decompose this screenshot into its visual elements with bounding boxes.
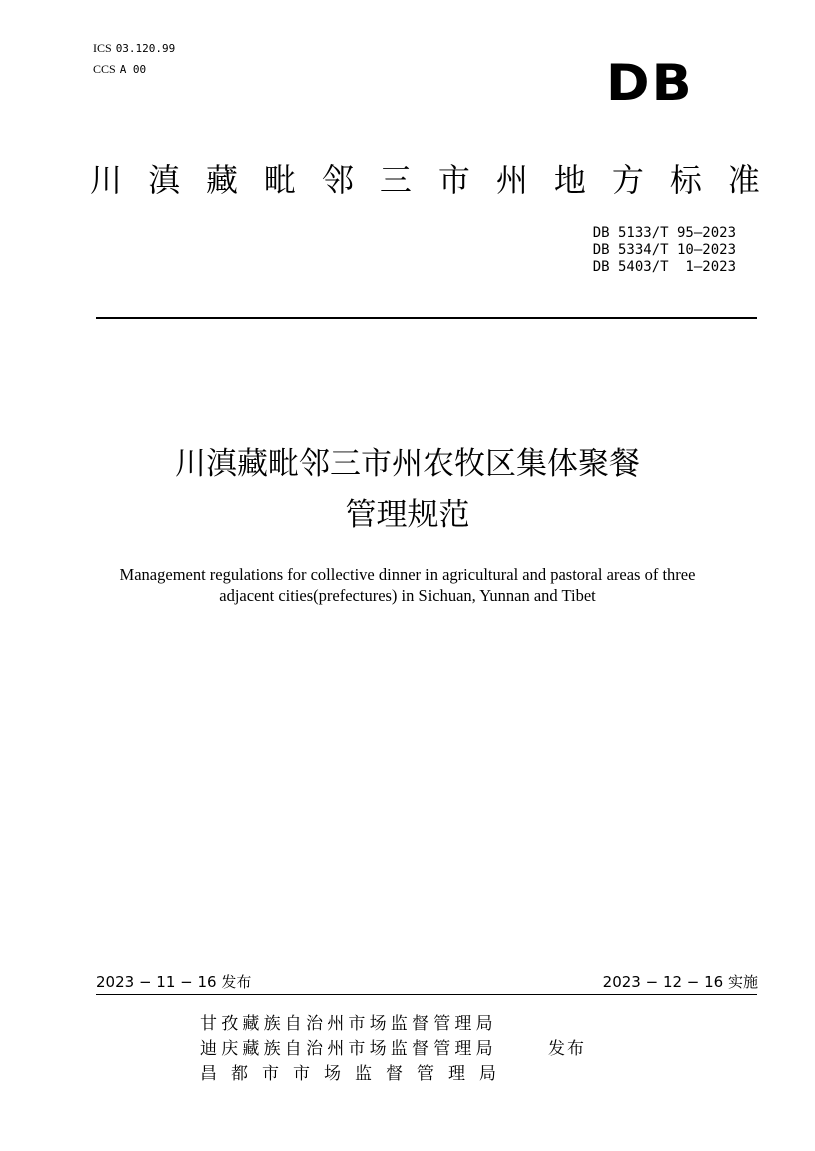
standard-numbers	[593, 225, 736, 276]
title-char: 三	[379, 161, 412, 199]
issuer-ganzi: 甘孜藏族自治州市场监督管理局	[200, 1014, 497, 1034]
issuer-char: 管	[417, 1064, 434, 1084]
issuer-char: 昌	[200, 1064, 217, 1084]
issuer-diqing: 迪庆藏族自治州市场监督管理局	[200, 1039, 497, 1059]
title-char: 方	[611, 161, 644, 199]
document-title-line2: 管理规范	[345, 497, 470, 533]
implement-date: 2023 − 12 − 16 实施	[602, 973, 758, 991]
standard-category-title	[90, 156, 760, 204]
ics-classification	[93, 40, 175, 57]
title-char: 邻	[321, 161, 354, 199]
title-char: 地	[553, 161, 586, 199]
ics-code: 03.120.99	[115, 42, 176, 55]
issuer-char: 市	[262, 1064, 279, 1084]
issuer-char: 都	[231, 1064, 248, 1084]
standard-number: DB 5334/T 10—2023	[592, 242, 736, 258]
document-title-line1: 川滇藏毗邻三市州农牧区集体聚餐	[175, 446, 640, 482]
issuer-char: 监	[355, 1064, 372, 1084]
issuer-char: 场	[324, 1064, 341, 1084]
title-char: 州	[495, 161, 528, 199]
title-char: 市	[437, 161, 470, 199]
english-title: Management regulations for collective dinner in agricultural and pastoral areas of three adjacent cities(prefectures) in Sichuan, Yunnan and Tibet	[119, 565, 696, 605]
db-logo: DB	[606, 54, 694, 112]
title-char: 标	[669, 161, 702, 199]
title-char: 滇	[147, 161, 180, 199]
issuer-char: 督	[386, 1064, 403, 1084]
standard-number: DB 5403/T 1—2023	[592, 259, 736, 275]
footer-divider	[96, 994, 757, 995]
issuer-char: 理	[448, 1064, 465, 1084]
title-char: 川	[90, 161, 123, 199]
ics-label: ICS	[93, 41, 112, 55]
ccs-label: CCS	[93, 62, 116, 76]
issuer-changdu	[200, 1062, 510, 1086]
publish-date: 2023 − 11 − 16 发布	[96, 973, 252, 991]
header-divider	[96, 317, 757, 319]
ccs-code: A 00	[119, 63, 147, 76]
title-char: 准	[727, 161, 760, 199]
issue-label: 发布	[548, 1039, 586, 1059]
issuer-char: 局	[479, 1064, 496, 1084]
ccs-classification	[93, 61, 146, 78]
standard-number: DB 5133/T 95—2023	[592, 225, 736, 241]
title-char: 藏	[205, 161, 238, 199]
issuer-char: 市	[293, 1064, 310, 1084]
title-char: 毗	[263, 161, 296, 199]
